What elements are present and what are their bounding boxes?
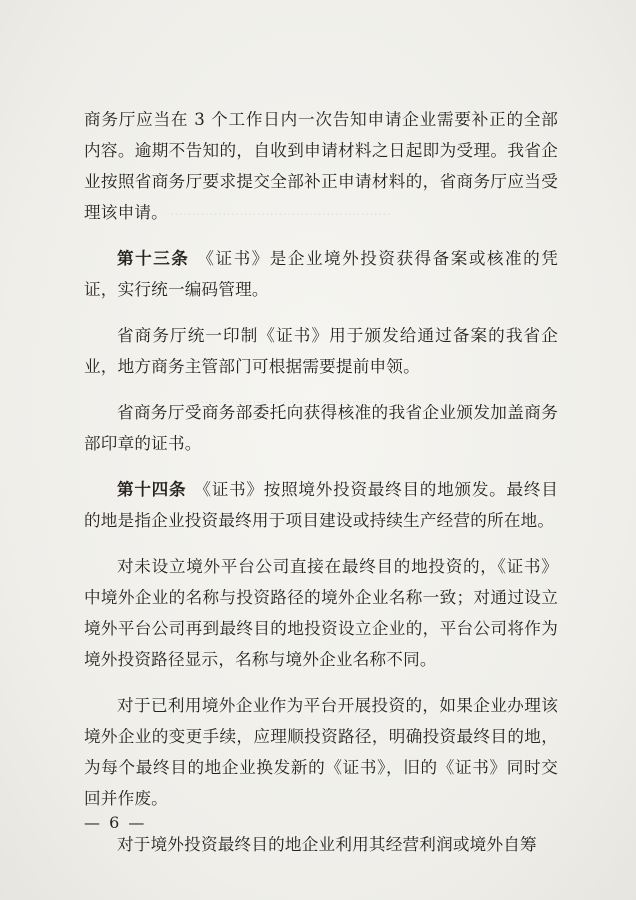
- paragraph: [84, 551, 558, 675]
- paragraph-text: 对未设立境外平台公司直接在最终目的地投资的，《证书》中境外企业的名称与投资路径的境外企业名称一致；对通过设立境外平台公司再到最终目的地投资设立企业的，平台公司将作为境外投资路径显示，名称与境外企业名称不同。: [84, 557, 558, 669]
- paragraph-text: 对于境外投资最终目的地企业利用其经营利润或境外自筹: [117, 835, 537, 854]
- body-text: [84, 104, 558, 875]
- article-heading: 第十四条: [117, 479, 187, 499]
- bleed-through-text: ……………………………………: [200, 392, 382, 407]
- paragraph-text: 省商务厅统一印制《证书》用于颁发给通过备案的我省企业，地方商务主管部门可根据需要提前申领。: [84, 326, 558, 376]
- paragraph: [84, 690, 558, 814]
- paragraph: [84, 320, 558, 382]
- paragraph-text: 《证书》是企业境外投资获得备案或核准的凭证，实行统一编码管理。: [84, 249, 558, 299]
- paragraph-text: 省商务厅受商务部委托向获得核准的我省企业颁发加盖商务部印章的证书。: [84, 403, 558, 453]
- page-number: — 6 —: [84, 813, 147, 832]
- article-14-paragraph: [84, 474, 558, 536]
- bleed-through-text: ……………………………………………: [170, 204, 391, 219]
- article-heading: 第十三条: [117, 248, 190, 268]
- paragraph: [84, 397, 558, 459]
- paragraph: [84, 829, 558, 860]
- paragraph-text: 《证书》按照境外投资最终目的地颁发。最终目的地是指企业投资最终用于项目建设或持续生产经营的所在地。: [84, 480, 558, 530]
- paragraph-text: 商务厅应当在 3 个工作日内一次告知申请企业需要补正的全部内容。逾期不告知的，自收到申请材料之日起即为受理。我省企业按照省商务厅要求提交全部补正申请材料的，省商务厅应当受理该申请。: [84, 110, 558, 222]
- article-13-paragraph: [84, 243, 558, 305]
- paragraph-text: 对于已利用境外企业作为平台开展投资的，如果企业办理该境外企业的变更手续，应理顺投资路径，明确投资最终目的地，为每个最终目的地企业换发新的《证书》，旧的《证书》同时交回并作废。: [84, 696, 558, 808]
- paragraph: [84, 104, 558, 228]
